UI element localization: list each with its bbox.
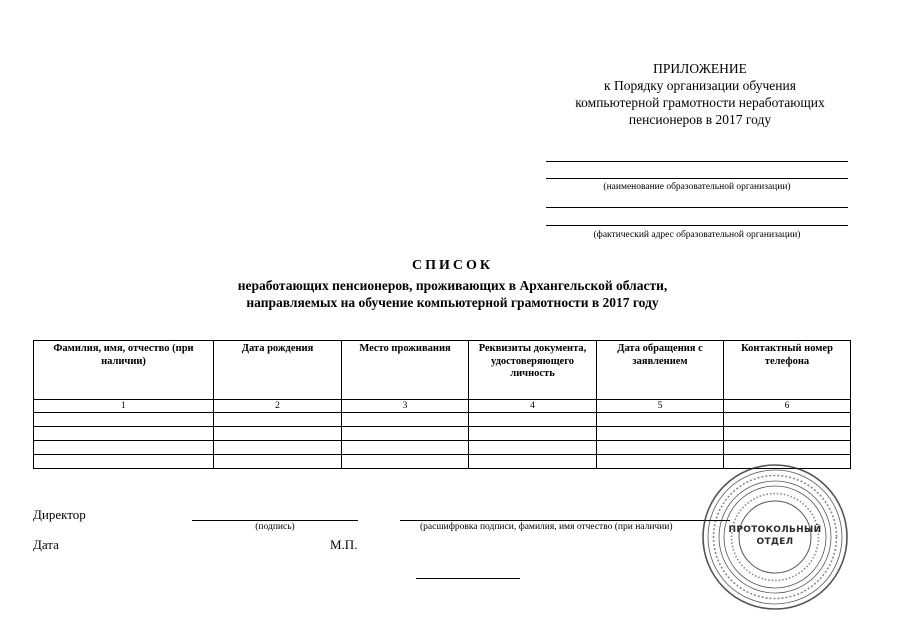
stamp-line-1: ПРОТОКОЛЬНЫЙ: [728, 525, 822, 535]
table-cell[interactable]: [469, 455, 597, 469]
official-stamp: [700, 462, 850, 612]
table-cell[interactable]: [469, 427, 597, 441]
table-cell[interactable]: [342, 413, 469, 427]
document-subtitle-line-2: направляемых на обучение компьютерной грамотности в 2017 году: [246, 295, 659, 310]
table-cell[interactable]: [597, 413, 724, 427]
table-cell[interactable]: [597, 441, 724, 455]
org-address-line-2[interactable]: [546, 225, 848, 226]
document-subtitle-line-1: неработающих пенсионеров, проживающих в Архангельской области,: [237, 278, 668, 293]
pensioners-table: [33, 340, 851, 469]
stamp-line-2: ОТДЕЛ: [756, 537, 794, 547]
table-cell[interactable]: [34, 455, 214, 469]
table-cell[interactable]: [724, 441, 851, 455]
table-cell[interactable]: [214, 413, 342, 427]
table-row: [34, 441, 851, 455]
date-line[interactable]: [416, 578, 520, 579]
column-header-full-name: Фамилия, имя, отчество (при наличии): [34, 341, 214, 400]
date-label: Дата: [33, 537, 59, 552]
appendix-line-1: к Порядку организации обучения: [604, 78, 796, 93]
column-header-birth-date: Дата рождения: [214, 341, 342, 400]
table-cell[interactable]: [469, 413, 597, 427]
column-number: 1: [34, 400, 214, 413]
column-header-application-date: Дата обращения с заявлением: [597, 341, 724, 400]
table-cell[interactable]: [214, 427, 342, 441]
column-number: 5: [597, 400, 724, 413]
table-cell[interactable]: [34, 413, 214, 427]
table-row: [34, 413, 851, 427]
signature-caption: (подпись): [255, 522, 295, 532]
table-cell[interactable]: [597, 427, 724, 441]
table-row: [34, 427, 851, 441]
signature-decode-line[interactable]: [400, 520, 730, 521]
table-cell[interactable]: [34, 427, 214, 441]
document-subtitle: [0, 277, 905, 311]
table-number-row: [34, 400, 851, 413]
org-name-caption: (наименование образовательной организации): [603, 182, 791, 192]
table-cell[interactable]: [34, 441, 214, 455]
column-header-phone: Контактный номер телефона: [724, 341, 851, 400]
column-number: 4: [469, 400, 597, 413]
table-cell[interactable]: [342, 441, 469, 455]
stamp-center-text: [725, 524, 825, 548]
org-name-line-2[interactable]: [546, 178, 848, 179]
column-number: 2: [214, 400, 342, 413]
table-header-row: [34, 341, 851, 400]
column-header-residence: Место проживания: [342, 341, 469, 400]
column-number: 6: [724, 400, 851, 413]
column-header-id-document: Реквизиты документа, удостоверяющего личность: [469, 341, 597, 400]
appendix-header: [520, 60, 880, 128]
table-cell[interactable]: [214, 441, 342, 455]
director-label: Директор: [33, 507, 86, 522]
table-cell[interactable]: [724, 427, 851, 441]
column-number: 3: [342, 400, 469, 413]
org-name-line-1[interactable]: [546, 161, 848, 162]
table-cell[interactable]: [469, 441, 597, 455]
table-cell[interactable]: [214, 455, 342, 469]
table-cell[interactable]: [342, 427, 469, 441]
org-address-line-1[interactable]: [546, 207, 848, 208]
table-cell[interactable]: [724, 413, 851, 427]
appendix-line-3: пенсионеров в 2017 году: [628, 112, 772, 127]
appendix-line-2: компьютерной грамотности неработающих: [575, 95, 825, 110]
seal-label: М.П.: [330, 537, 358, 552]
appendix-title: ПРИЛОЖЕНИЕ: [653, 61, 747, 76]
signature-line[interactable]: [192, 520, 358, 521]
document-title: СПИСОК: [411, 258, 494, 273]
signature-decode-caption: (расшифровка подписи, фамилия, имя отчество (при наличии): [420, 522, 673, 532]
table-cell[interactable]: [342, 455, 469, 469]
org-address-caption: (фактический адрес образовательной организации): [593, 230, 801, 240]
